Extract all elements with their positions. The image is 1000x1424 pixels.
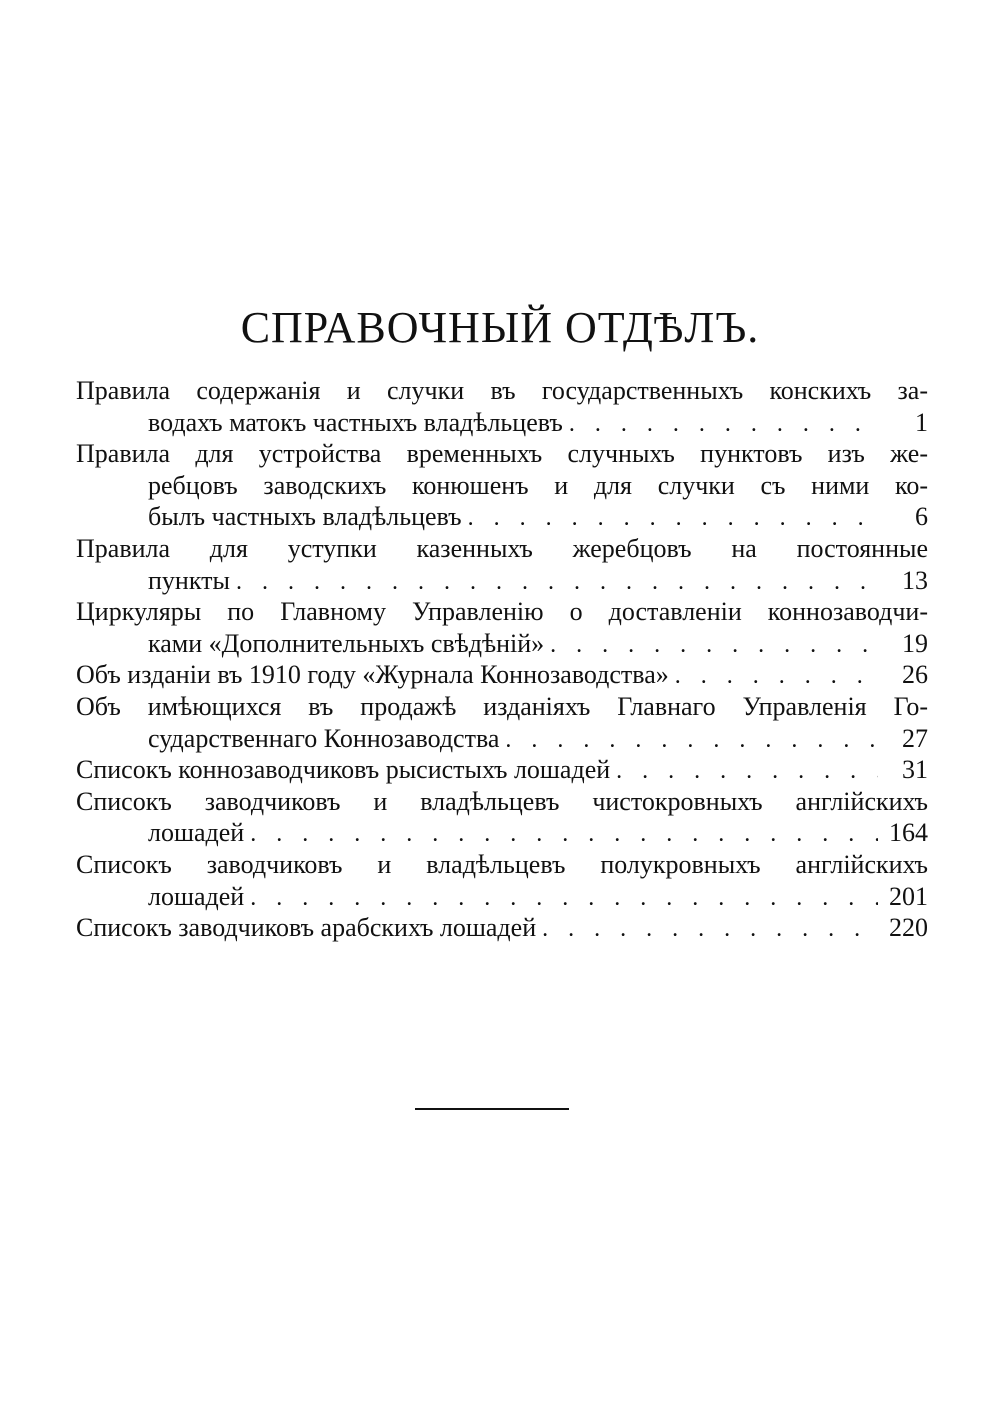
toc-entry-text: лошадей — [148, 881, 245, 911]
toc-entry-line: Правила содержанія и случки въ государственныхъ конскихъ за- — [76, 376, 928, 405]
toc-entry-text: пункты — [148, 565, 230, 595]
toc-entry-line: ребцовъ заводскихъ конюшенъ и для случки съ ними ко- — [148, 470, 928, 500]
toc-page-number: 26 — [902, 660, 928, 690]
dot-leader — [250, 883, 878, 913]
toc-page-number: 6 — [915, 502, 928, 532]
toc-entry-text: Списокъ коннозаводчиковъ рысистыхъ лошадей — [76, 755, 611, 785]
toc-page-number: 1 — [915, 407, 928, 437]
toc-entry-line — [76, 659, 928, 691]
toc-entry — [76, 691, 928, 754]
toc-page-number: 27 — [902, 723, 928, 753]
toc-page-number: 201 — [889, 881, 928, 911]
toc-entry-line: Списокъ заводчиковъ и владѣльцевъ чистокровныхъ англійскихъ — [76, 786, 928, 816]
table-of-contents — [76, 375, 928, 944]
toc-page-number: 13 — [902, 565, 928, 595]
toc-entry-line — [76, 881, 928, 913]
toc-entry-line — [76, 723, 928, 755]
toc-entry-text: водахъ матокъ частныхъ владѣльцевъ — [148, 407, 563, 437]
toc-entry — [76, 912, 928, 944]
toc-entry-text: лошадей — [148, 818, 245, 848]
toc-entry-line — [76, 817, 928, 849]
toc-entry — [76, 786, 928, 849]
dot-leader — [505, 725, 878, 755]
toc-entry-line: Объ имѣющихся въ продажѣ изданіяхъ Главнаго Управленія Го- — [76, 691, 928, 721]
toc-entry — [76, 596, 928, 659]
dot-leader — [675, 661, 878, 691]
toc-entry — [76, 849, 928, 912]
dot-leader — [616, 756, 878, 786]
toc-entry-line: Правила для уступки казенныхъ жеребцовъ на постоянные — [76, 533, 928, 563]
toc-entry-line — [76, 565, 928, 597]
toc-entry-line: Списокъ заводчиковъ и владѣльцевъ полукровныхъ англійскихъ — [76, 849, 928, 879]
dot-leader — [542, 914, 878, 944]
toc-entry — [76, 754, 928, 786]
toc-entry-line — [76, 912, 928, 944]
toc-entry-text: Списокъ заводчиковъ арабскихъ лошадей — [76, 913, 537, 943]
toc-page-number: 164 — [889, 818, 928, 848]
toc-entry — [76, 438, 928, 533]
toc-entry-line: Правила для устройства временныхъ случныхъ пунктовъ изъ же- — [76, 439, 928, 469]
toc-entry-text: сударственнаго Коннозаводства — [148, 723, 500, 753]
toc-page-number: 31 — [902, 755, 928, 785]
dot-leader — [236, 567, 878, 597]
dot-leader — [250, 819, 878, 849]
toc-entry-text: Объ изданіи въ 1910 году «Журнала Коннозаводства» — [76, 660, 669, 690]
toc-entry-line — [76, 407, 928, 439]
toc-entry-text: ками «Дополнительныхъ свѣдѣній» — [148, 628, 545, 658]
page-title: СПРАВОЧНЫЙ ОТДѢЛЪ. — [240, 303, 760, 352]
toc-entry — [76, 659, 928, 691]
toc-entry-line — [76, 754, 928, 786]
dot-leader — [569, 409, 878, 439]
toc-entry — [76, 375, 928, 438]
toc-entry-line — [76, 628, 928, 660]
closing-rule — [415, 1108, 569, 1110]
toc-entry-text: былъ частныхъ владѣльцевъ — [148, 502, 462, 532]
toc-entry — [76, 533, 928, 596]
toc-page-number: 220 — [889, 913, 928, 943]
toc-page-number: 19 — [902, 628, 928, 658]
dot-leader — [468, 503, 878, 533]
toc-entry-line: Циркуляры по Главному Управленію о доставленіи коннозаводчи- — [76, 597, 928, 627]
toc-entry-line — [76, 501, 928, 533]
dot-leader — [550, 630, 878, 660]
